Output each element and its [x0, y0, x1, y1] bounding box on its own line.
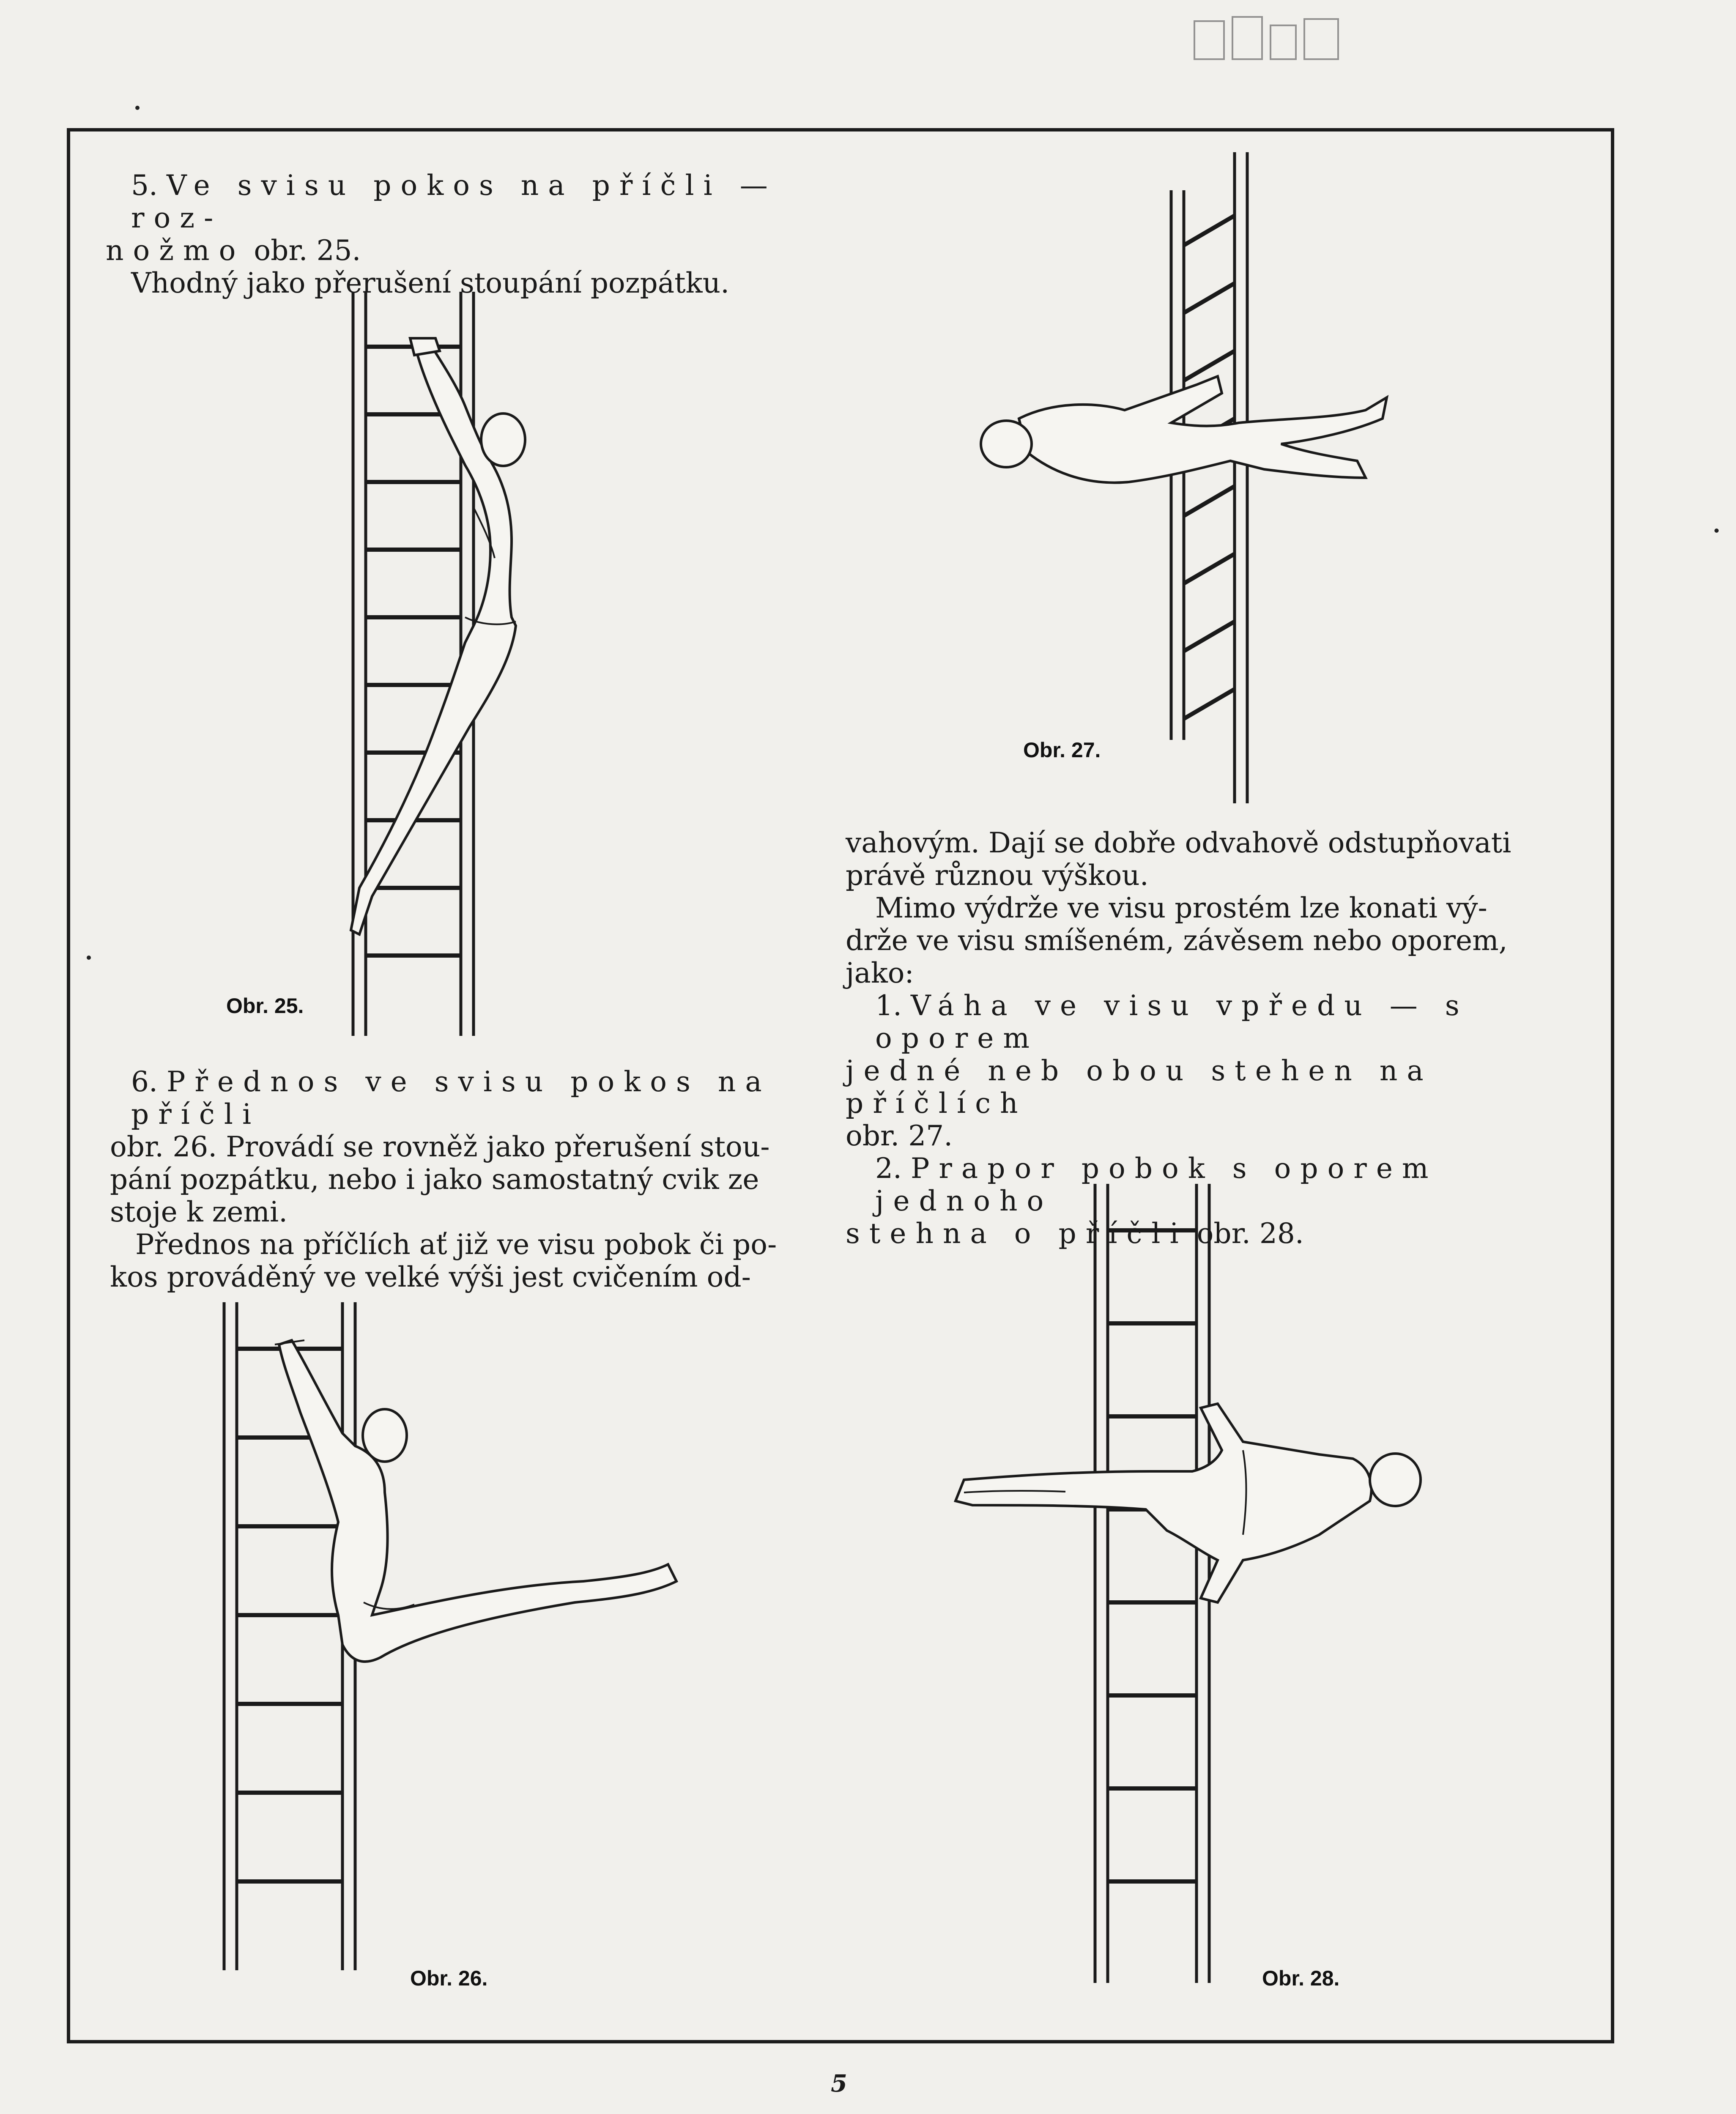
- item-2-num: 2.: [875, 1152, 902, 1185]
- figure-26: [203, 1294, 736, 2004]
- cont-line-1: vahovým. Dají se dobře odvahově odstupňovati: [846, 827, 1511, 859]
- section-6-line-1: [110, 1131, 824, 1163]
- page-number: 5: [831, 2070, 847, 2098]
- speck: [1714, 528, 1719, 533]
- prednos-line-2: kos prováděný ve velké výši jest cvičením od-: [110, 1261, 751, 1293]
- section-5: [106, 169, 824, 299]
- scan-marks: [1186, 8, 1355, 68]
- section-5-title-1: Ve svisu pokos na příčli — roz-: [131, 169, 777, 234]
- section-6-body-3: stoje k zemi.: [110, 1196, 288, 1228]
- prednos-line-1: Přednos na příčlích ať již ve visu pobok či po-: [135, 1228, 777, 1261]
- section-6: [110, 1065, 824, 1293]
- mimo-line-2: drže ve visu smíšeném, závěsem nebo oporem,: [846, 924, 1508, 957]
- item-1-title: [875, 989, 1560, 1054]
- figure-28: [947, 1180, 1480, 2008]
- speck: [135, 106, 140, 110]
- speck: [87, 956, 91, 960]
- figure-27-caption: Obr. 27.: [1023, 738, 1101, 762]
- item-1-num: 1.: [875, 989, 902, 1022]
- section-6-num: 6.: [131, 1065, 158, 1098]
- item-1-title-1: Váha ve visu vpředu — s oporem: [875, 989, 1469, 1054]
- section-6-title: [131, 1065, 824, 1131]
- section-5-num: 5.: [131, 169, 158, 202]
- figure-25-caption: Obr. 25.: [226, 994, 304, 1018]
- item-2-title-2: stehna o příčli: [846, 1217, 1188, 1250]
- section-5-title: [131, 169, 824, 234]
- section-5-title-2: nožmo: [106, 234, 245, 267]
- figure-26-caption: Obr. 26.: [410, 1966, 488, 1990]
- figure-25: [313, 288, 609, 1040]
- section-6-body-2: pání pozpátku, nebo i jako samostatný cvik ze: [110, 1163, 759, 1196]
- item-2-ref: obr. 28.: [1197, 1217, 1304, 1250]
- mimo-line-1: Mimo výdrže ve visu prostém lze konati vý-: [875, 892, 1487, 924]
- section-6-body-1: Provádí se rovněž jako přerušení stou-: [226, 1131, 770, 1163]
- figure-28-caption: Obr. 28.: [1262, 1966, 1340, 1990]
- section-5-body: Vhodný jako přerušení stoupání pozpátku.: [131, 267, 730, 299]
- mimo-line-3: jako:: [846, 957, 914, 989]
- section-5-title-cont: [106, 234, 824, 267]
- section-5-ref: obr. 25.: [254, 234, 361, 267]
- item-1-title-2: jedné neb obou stehen na příčlích: [846, 1054, 1433, 1120]
- item-1-ref: obr. 27.: [846, 1120, 953, 1152]
- item-2-title-1: Prapor pobok s oporem jednoho: [875, 1152, 1438, 1217]
- section-6-title-text: Přednos ve svisu pokos na příčli: [131, 1065, 771, 1131]
- section-6-ref: obr. 26.: [110, 1131, 217, 1163]
- cont-line-2: právě různou výškou.: [846, 859, 1149, 892]
- figure-27: [943, 148, 1463, 808]
